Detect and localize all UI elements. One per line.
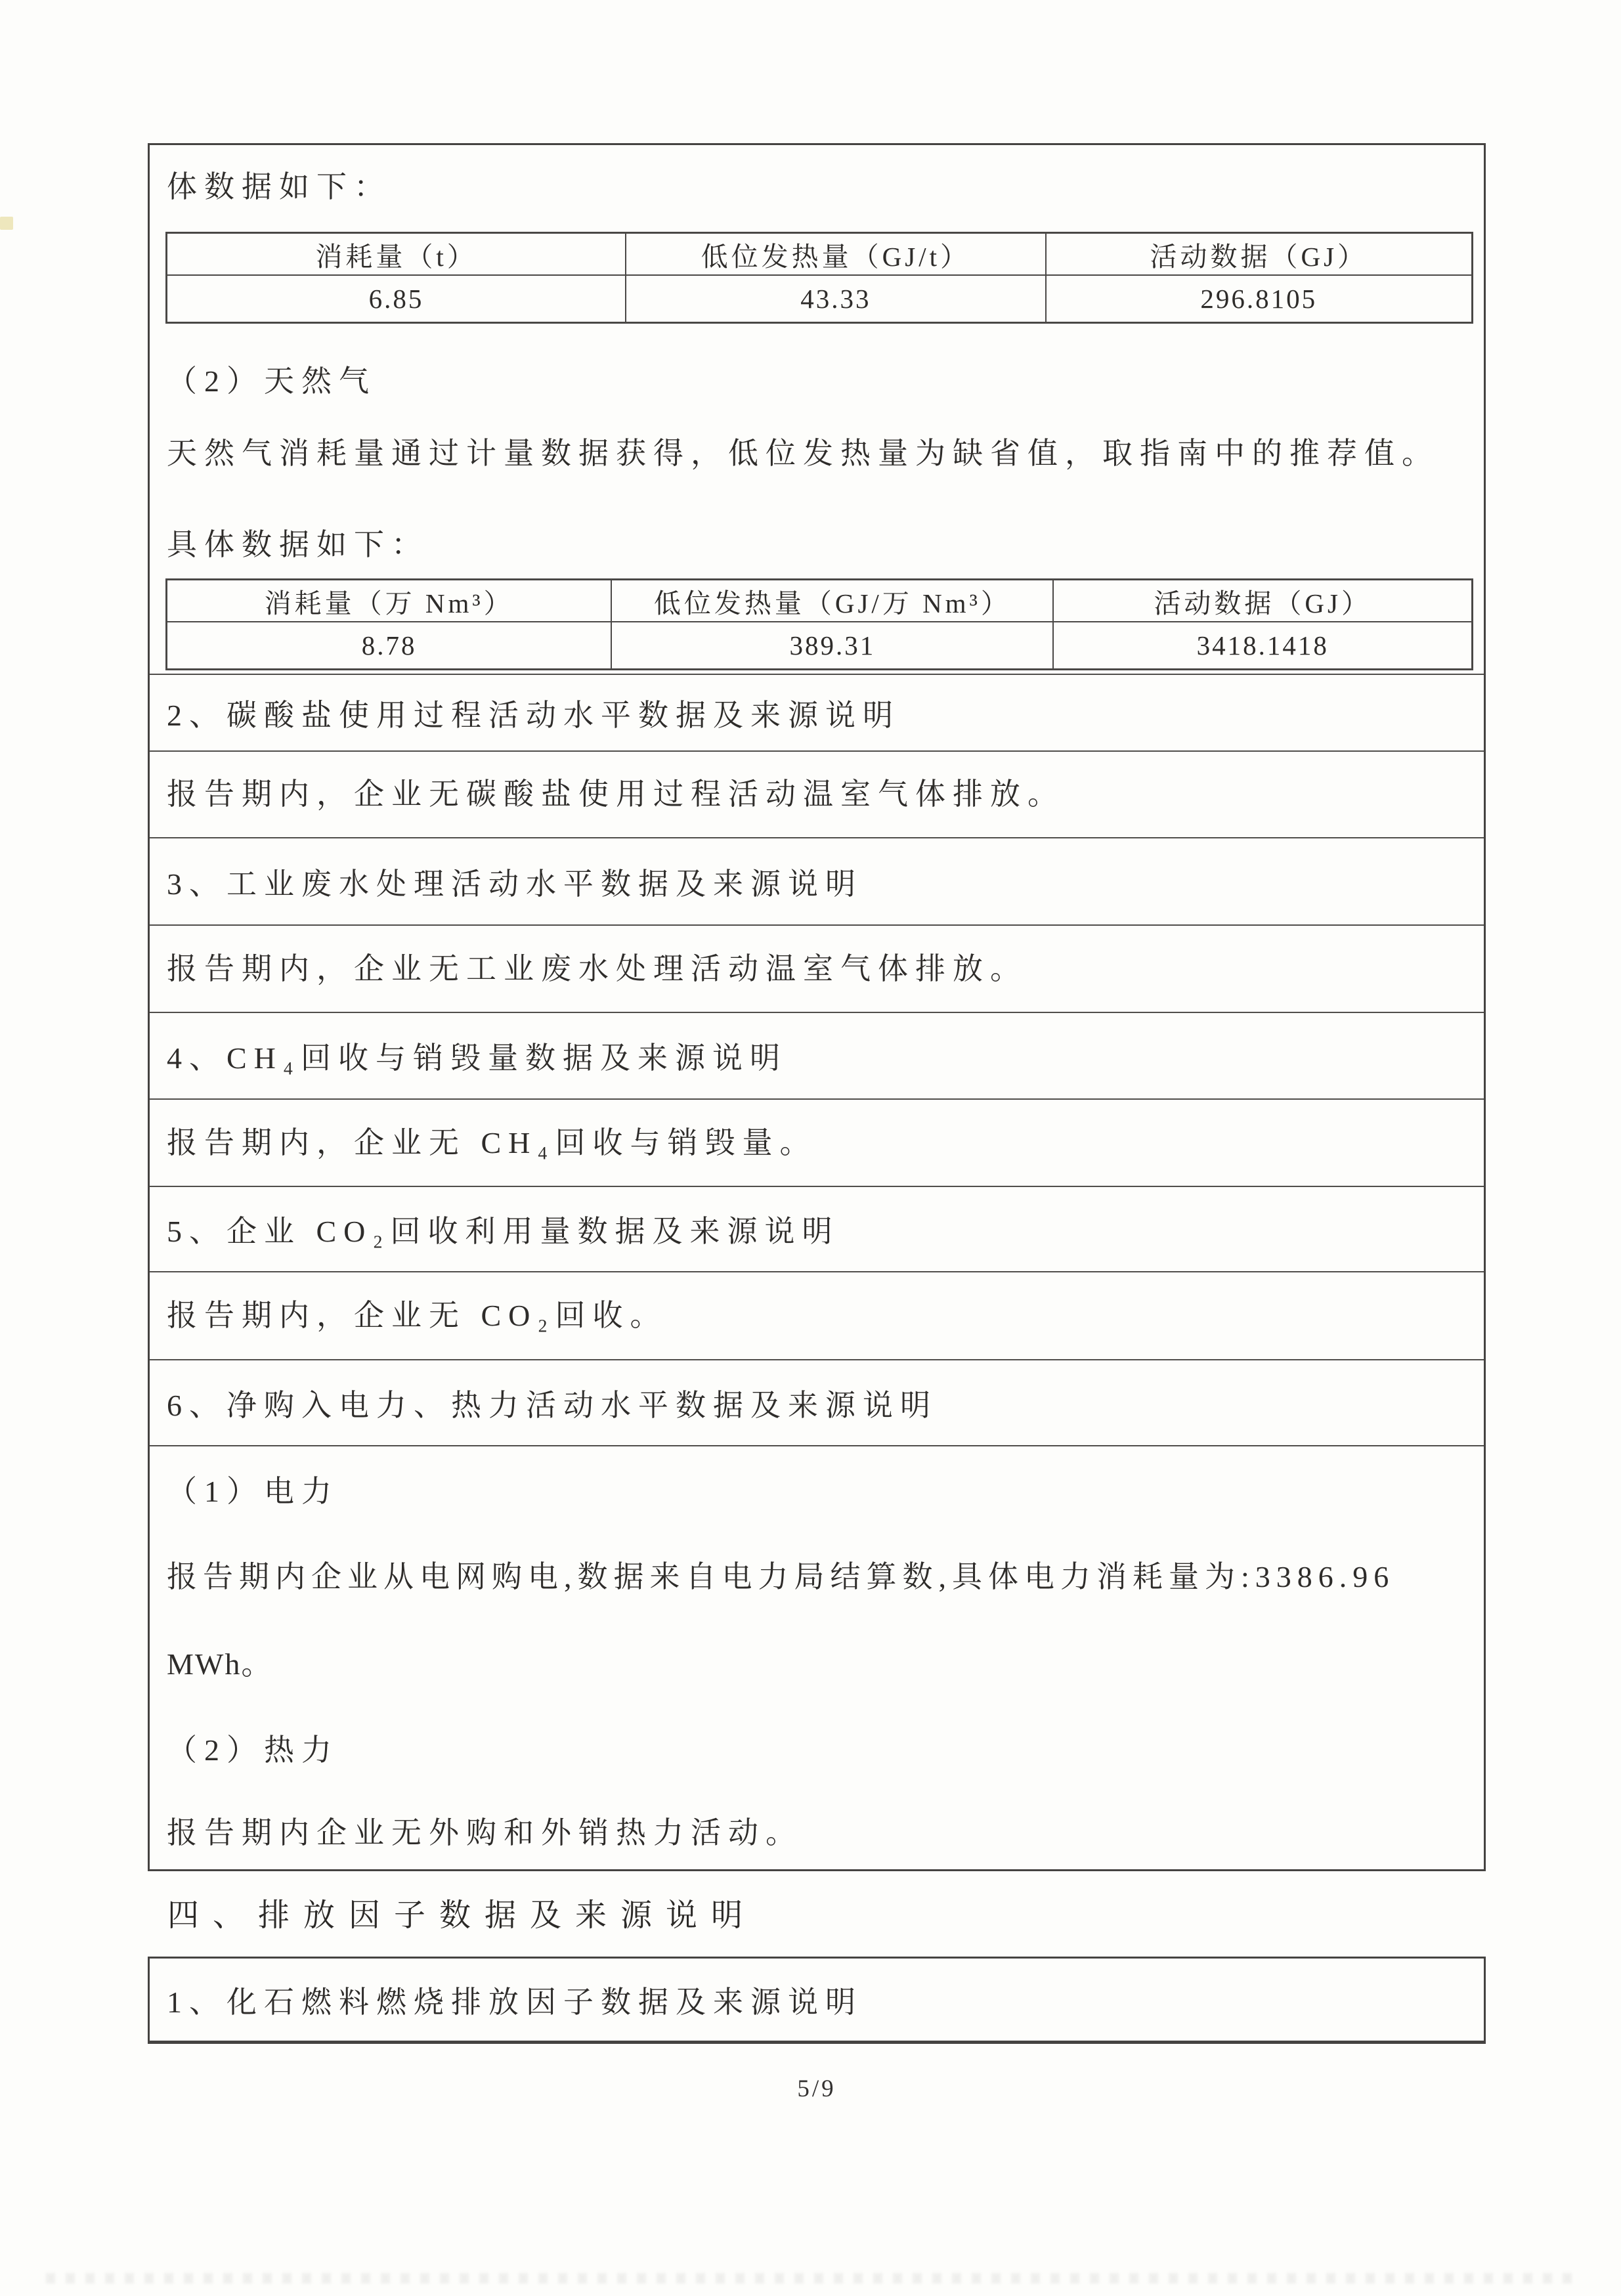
section4-heading-row bbox=[150, 1012, 1484, 1098]
section3-heading-row bbox=[150, 837, 1484, 924]
heat-value: 43.33 bbox=[625, 276, 1045, 322]
activity-data-value: 296.8105 bbox=[1045, 276, 1471, 322]
heat-value: 389.31 bbox=[611, 622, 1052, 668]
table-header-row bbox=[167, 580, 1471, 622]
page-number: 5/9 bbox=[797, 2075, 836, 2102]
electricity-subtitle: （1）电力 bbox=[167, 1475, 339, 1508]
natural-gas-paragraph: 天然气消耗量通过计量数据获得，低位发热量为缺省值，取指南中的推荐值。 bbox=[167, 437, 1439, 470]
bottom-box-heading: 1、化石燃料燃烧排放因子数据及来源说明 bbox=[167, 1985, 863, 2019]
section6-heading-row bbox=[150, 1359, 1484, 1445]
emission-factor-table-start bbox=[148, 1957, 1486, 2044]
col-header-consumption: 消耗量（万 Nm³） bbox=[264, 588, 514, 618]
section6-heading: 6、净购入电力、热力活动水平数据及来源说明 bbox=[167, 1388, 938, 1422]
consumption-value: 6.85 bbox=[368, 284, 424, 314]
diesel-data-table bbox=[165, 232, 1473, 324]
section3-body-row bbox=[150, 924, 1484, 1012]
section2-body-row bbox=[150, 750, 1484, 837]
col-header-activity-data: 活动数据（GJ） bbox=[1045, 234, 1471, 274]
heat-subtitle: （2）热力 bbox=[167, 1733, 339, 1767]
col-header-heat-value: 低位发热量（GJ/万 Nm³） bbox=[611, 580, 1052, 621]
main-table bbox=[148, 143, 1486, 1871]
section5-heading-row bbox=[150, 1186, 1484, 1271]
table-value-row bbox=[167, 276, 1471, 322]
col-header-activity-data: 活动数据（GJ） bbox=[1052, 580, 1471, 621]
table-value-row bbox=[167, 622, 1471, 668]
intro-text: 体数据如下： bbox=[167, 170, 391, 204]
scan-bleed-through bbox=[46, 2273, 1582, 2284]
consumption-value: 8.78 bbox=[361, 630, 417, 661]
heat-paragraph: 报告期内企业无外购和外销热力活动。 bbox=[167, 1816, 803, 1850]
col-header-heat-value: 低位发热量（GJ/t） bbox=[625, 234, 1045, 274]
section5-heading: 5、企业 CO₂回收利用量数据及来源说明 bbox=[167, 1215, 840, 1248]
section2-body: 报告期内，企业无碳酸盐使用过程活动温室气体排放。 bbox=[167, 777, 1065, 811]
section4-body: 报告期内，企业无 CH₄回收与销毁量。 bbox=[167, 1125, 817, 1159]
section4-heading: 4、CH₄回收与销毁量数据及来源说明 bbox=[167, 1041, 787, 1075]
section2-heading-row bbox=[150, 674, 1484, 750]
section5-body: 报告期内，企业无 CO₂回收。 bbox=[167, 1299, 668, 1332]
natural-gas-subtitle: （2）天然气 bbox=[167, 364, 376, 398]
table-header-row bbox=[167, 234, 1471, 276]
more-data-text: 具体数据如下： bbox=[167, 528, 429, 561]
electricity-paragraph-line2: MWh。 bbox=[167, 1647, 273, 1681]
activity-data-value: 3418.1418 bbox=[1052, 622, 1471, 668]
scan-artifact-yellow bbox=[0, 217, 13, 230]
section5-body-row bbox=[150, 1271, 1484, 1359]
electricity-paragraph-line1: 报告期内企业从电网购电,数据来自电力局结算数,具体电力消耗量为:3386.96 bbox=[167, 1560, 1395, 1593]
col-header-consumption: 消耗量（t） bbox=[315, 241, 477, 272]
natural-gas-data-table bbox=[165, 578, 1473, 670]
chapter4-heading: 四、排放因子数据及来源说明 bbox=[167, 1898, 757, 1933]
section6-body-row bbox=[150, 1445, 1484, 1869]
section2-heading: 2、碳酸盐使用过程活动水平数据及来源说明 bbox=[167, 698, 900, 732]
section3-body: 报告期内，企业无工业废水处理活动温室气体排放。 bbox=[167, 951, 1027, 986]
section4-body-row bbox=[150, 1098, 1484, 1186]
section3-heading: 3、工业废水处理活动水平数据及来源说明 bbox=[167, 867, 863, 901]
fuel-data-cell bbox=[150, 145, 1484, 674]
